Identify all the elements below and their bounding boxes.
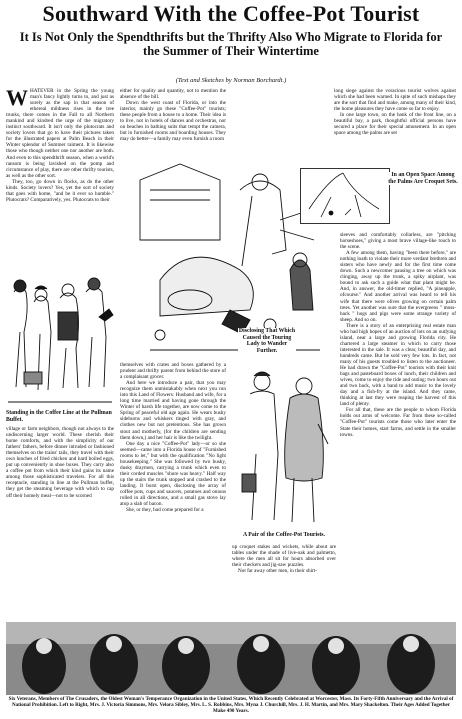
tourist-pair-caption: A Pair of the Coffee-Pot Tourists. [232, 532, 336, 539]
column3-right-text: sleeves and comfortably collarless, are "pitching horseshoes," giving a most brave village-like touch to the scene. A few among them, having "been there before," are nothing loath to violate their more verdant brethren and sisters who have newly and for the first time come down. Such a newcomer pausing a tree on which was clinging, away up the trunk, a spiky airplant, was bound to ask such a guide what that plant might be. And, in answer, the old-timer replied, "A pineapple, ofcourse." And another arrival was heard to tell his wife that there were olives growing on certain palm trees. Yet another was sure that the evergreens " moss-back " hogs and pigs were some strange variety of sheep. And so on. There is a story of an enterprising real estate man who had high hopes of an auction of lots on an outlying island, near a large and growing Florida city. He chartered a large steamer in which to carry those interested in the sale. It was a clear, beautiful day, and hundreds came. But he sold very few lots. In fact, not many of his guests troubled to listen to the auctioneer. He had drawn the "Coffee-Pot" tourists with their knit bags and pasteboard boxes of lunch, their children and wives, come to enjoy the ride and outing; two hours out and two back, with a band to add music to the lovely day and a fish-fry at the island. And they came, thinking at last they were reaping the harvest of this land of plenty. For all that, these are the people to whom Florida holds out arms of welcome. Far from these so-called "Coffee-Pot" tourists come those who later enter the State their homes, start farms, and settle in the smaller towns. [340, 232, 456, 438]
trunk-caption: Disclosing That Which Caused the Touring Lady to Wander Further. [238, 328, 296, 354]
crusaders-photograph [6, 622, 456, 695]
drop-cap: W [6, 88, 28, 110]
coffee-line-caption: Standing in the Coffee Line at the Pullman Buffet. [6, 410, 114, 423]
croquet-sketch [300, 168, 390, 224]
middle-bottom-text: up croquet stakes and wickets, while about are tables under the shade of live-oak and palmetto, where the men all sit for hours absorbed over their checkers and jig-saw puzzles. Not far away other men, in their shirt- [232, 544, 336, 575]
tourist-pair-sketch [232, 364, 336, 530]
trunk-burst-sketch [120, 160, 330, 360]
photo-caption: Six Veterans, Members of The Crusaders, the Oldest Woman's Temperance Organization in the United States, Which Recently Celebrated at Worcester, Mass. Its Forty-Fifth Anniversary and the Arrival of National Prohibition. Left to Right, Mrs. J. Victoria Simmons, Mrs. Velora Sibley, Mrs. L. S. Robbins, Mrs. Myna J. Churchill, Mrs. J. H. Martin, and Mrs. Mary Shackelton. Their Ages Added Together Make 490 Years. [8, 696, 454, 714]
column1-top-text [6, 88, 114, 288]
coffee-line-sketch [4, 262, 116, 408]
column1-bottom-text: village or farm neighbors, though not always to the undiscerning larger world. These cherish their home comforts, and with the simplicity of our fathers' fathers, before dinner intruded or fashioned themselves on the trains' tails, they travel with their own lunches of fried chicken and hard boiled eggs, put up conveniently in shoe boxes. They carry also a coffee pot from which their kind gains its name among those sophisticated travelers. For all this receptacle, standing in line at the Pullman buffet, they get the steaming beverage with which to cap off their homely meal—not to be scorned [6, 426, 114, 499]
column2-top-text: either for quality and quantity, not to mention the absence of the bill. Down the west coast of Florida, or into the interior, mainly go these "Coffee-Pot" tourists; these people from a house to a home. Their idea is to live, not in hotels of dances and orchestras, nor on beaches in bathing suits that tempt the camera, but in furnished rooms and boarding houses. They may do better—a family may even furnish a room [120, 88, 226, 143]
croquet-caption: In an Open Space Among the Palms Are Croquet Sets. [388, 172, 458, 185]
col1-paragraph-2: They, too, go down in flocks, as do the other kinds. Society lovers? Yes, yet the sort of society that goes with home, "and be it ever so humble." Plutocrats? Comparatively, yes. Plutocrats to their [6, 178, 114, 203]
headline: Southward With the Coffee-Pot Tourist [42, 1, 420, 26]
col1-paragraph-1: HATEVER in the Spring the young man's fancy lightly turns to, and just as surely as the sap in that season of ethereal mildness rises in the tree trunks, there comes in the Fall to all Northern mankind and kindred the urge of the migratory instinct southward. It isn't only the plutocrats and society lovers that go to have their pictures taken for the illustrated papers at Palm Beach in their Winter splendor of Summer raiment. It is likewise those who though neither one nor another are both. And even to this spendthrift season, when a world's ransom is being lavished on the pomp and circumstance of play, there are other thrifty tourists, as well as the other sort. [6, 88, 114, 179]
column3-top-text: long siege against the voracious tourist wolves against which she had been warned. In spite of such mishaps they are the sort that find and make, among many of their kind, the home pleasures they have come so far to enjoy. In one large town, on the bank of the front line, on a beautiful bay, a park, thoughtful official persons have secured a place for their special amusement. In an open space among the palms are set [334, 88, 456, 137]
subheadline: It Is Not Only the Spendthrifts but the Thrifty Also Who Migrate to Florida for the Summer of Their Wintertime [19, 30, 443, 58]
column2-bottom-text: themselves with crates and boxes gathered by a prudent and thrifty parent from behind the store of a complaisant grocer. And here we introduce a pair, that you may recognize them unmistakably when next you run into this Land of Flowers: Husband and wife, for a long time married and having gone through the Winter of harsh life together, are now come to the Spring of peaceful old age again. He wears bushy sideburns and whiskers tinged with gray, and clothes new but not pretentious. She has grown stout and motherly, (for the children are sending them down,) and her hair is like the twilight. One day a nice "Coffee-Pot" lady—or so she seemed—came into a Florida house of "Furnished rooms to let," but with the qualification "No light housekeeping." She was followed by two husky, dusky draymen, carrying a trunk which even to their corded muscles "shure was heavy." Half way up the stairs the trunk stopped and crashed to the landing. It burst open, disclosing the array of coffee pots, cups and saucers, potatoes and onions rolled in all directions, and a small gas stove lay atop a slab of bacon. She, or they, had come prepared for a [120, 362, 226, 514]
byline: (Text and Sketches by Norman Borchardt.) [175, 77, 287, 84]
